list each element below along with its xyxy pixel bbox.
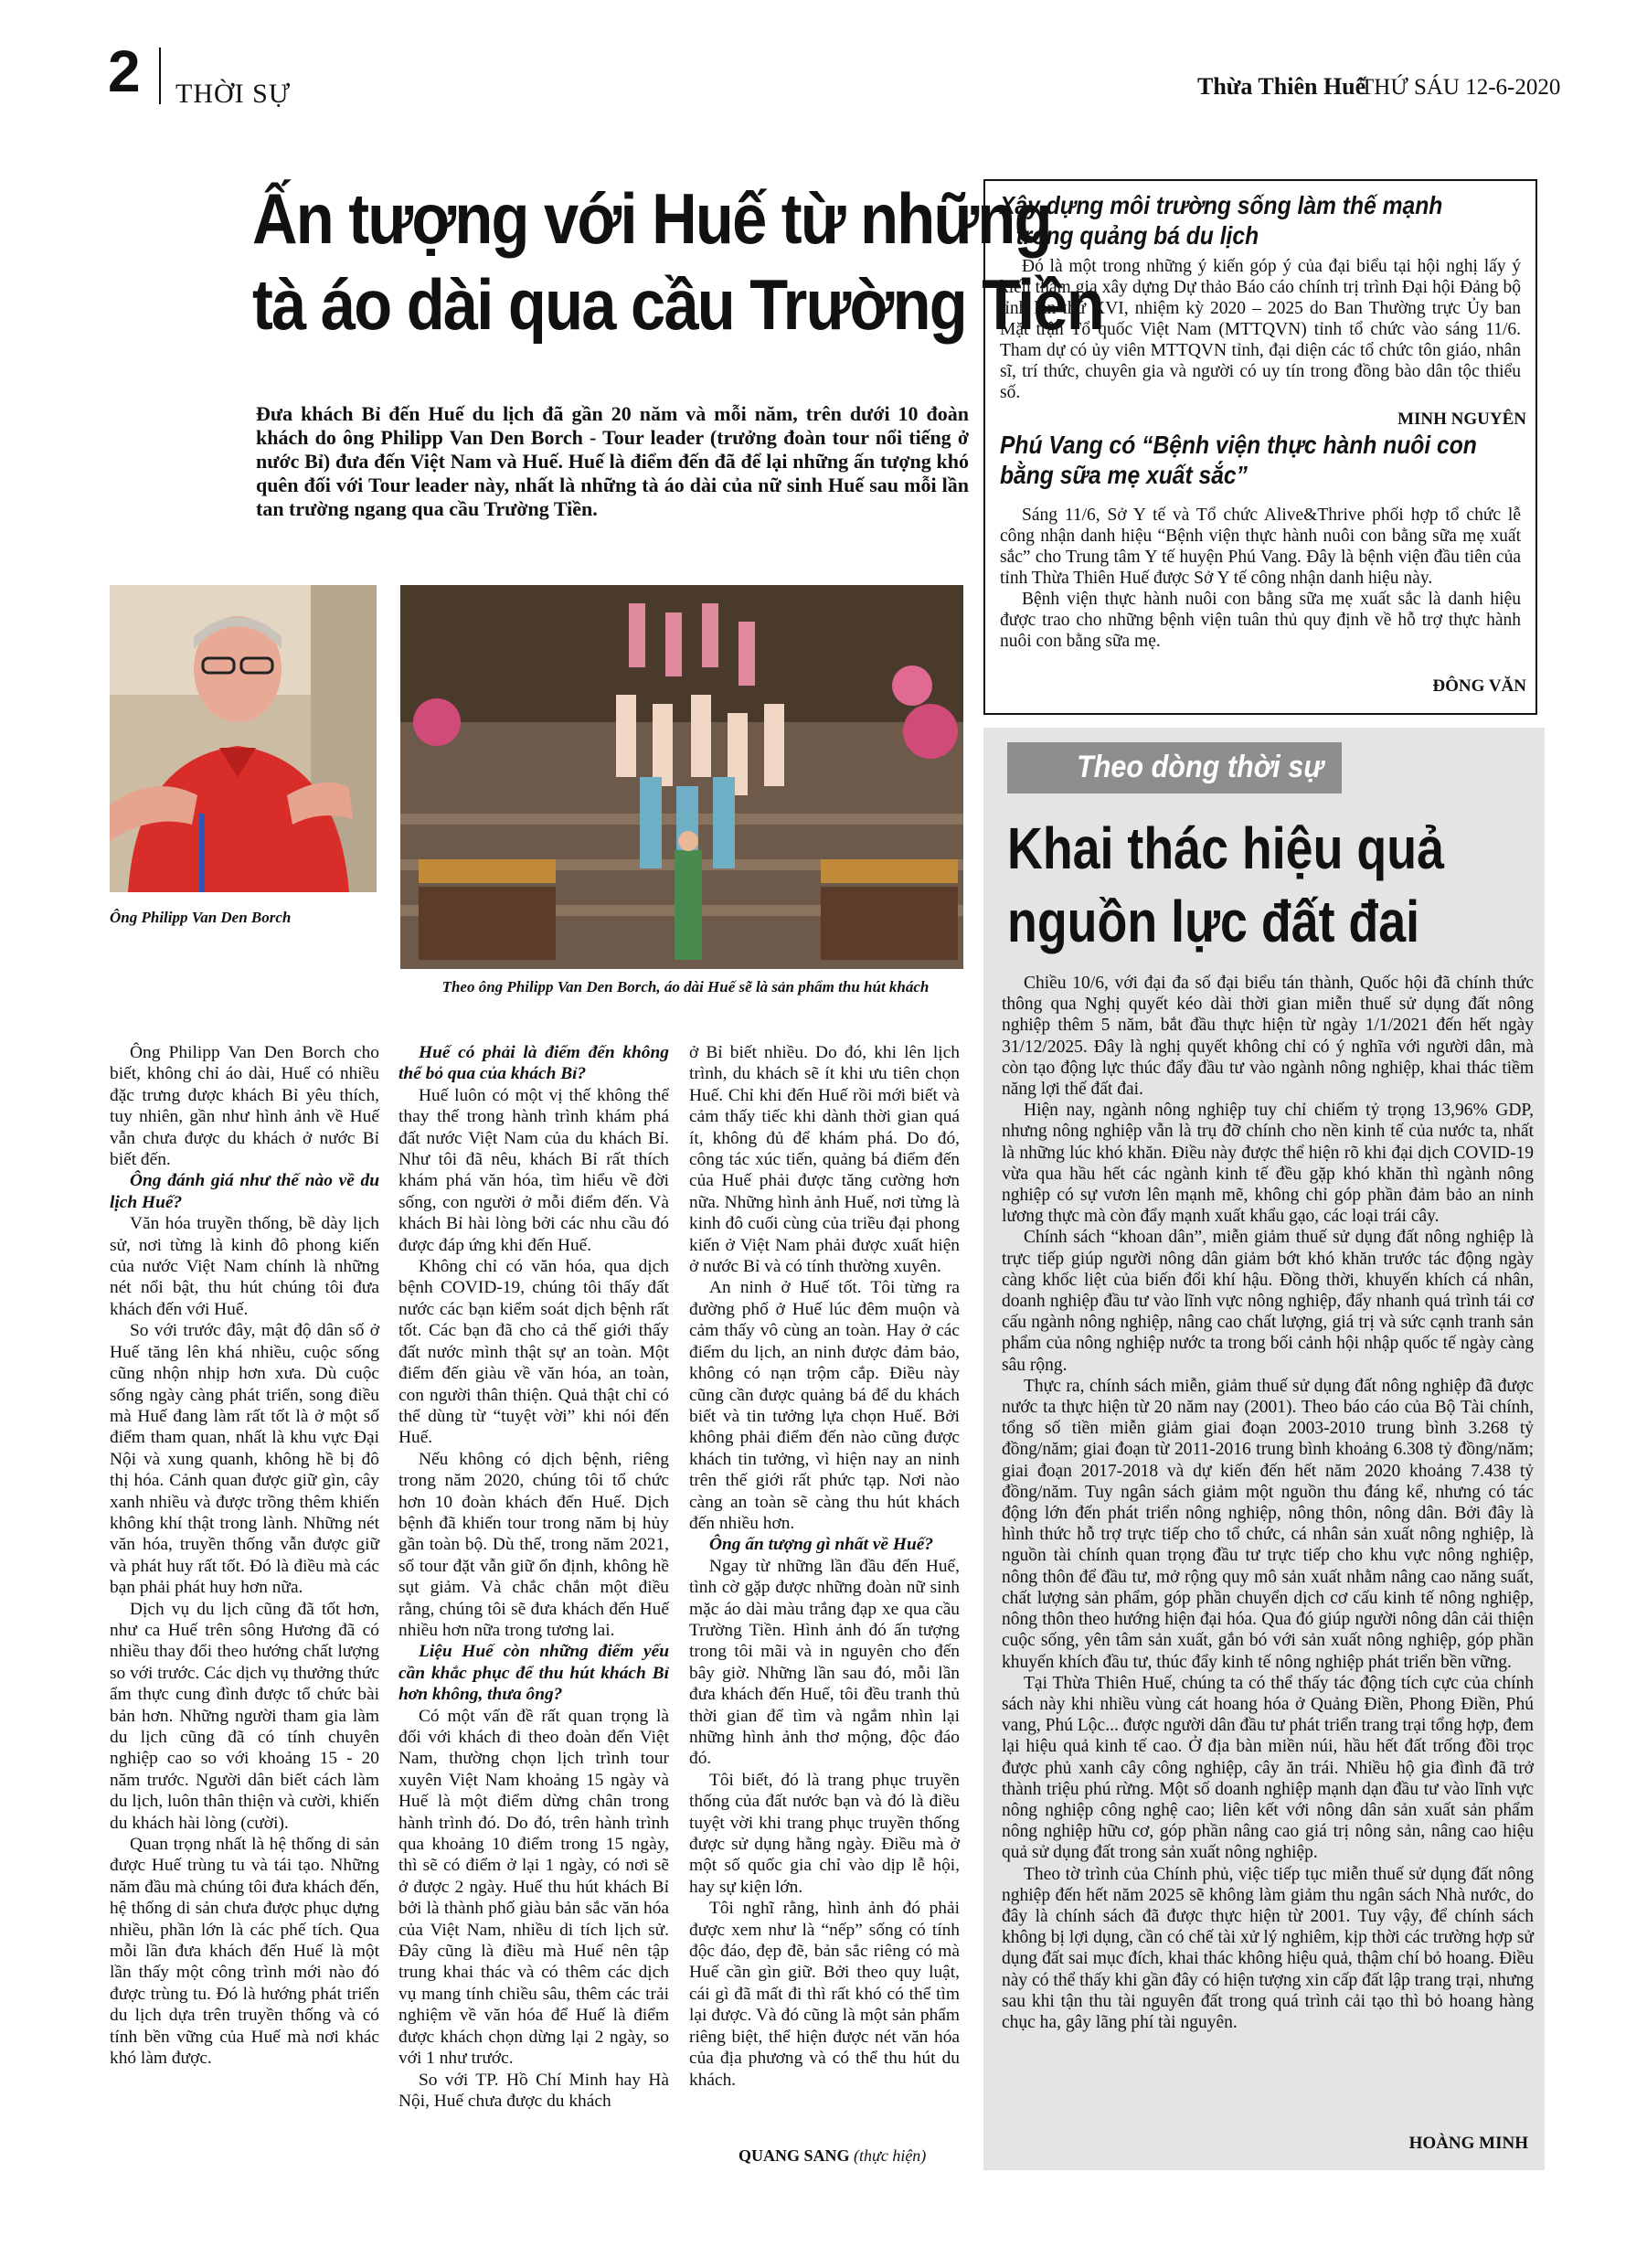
paragraph: So với trước đây, mật độ dân số ở Huế tăng lên khá nhiều, cuộc sống cũng nhộn nhịp hơn xưa. Dù cuộc sống ngày càng phát triển, song điều mà Huế đang làm rất tốt là ở một số điểm tham quan, nhất là khu vực Đại Nội và xung quanh, không hề bị đô thị hóa. Cảnh quan được giữ gìn, cây xanh nhiều và được trồng thêm khiến không khí thật trong lành. Những nét văn hóa, truyền thống vẫn được giữ và phát huy rất tốt. Đó là điều mà các bạn phải phát huy hơn nữa.: [110, 1321, 379, 1598]
interview-question: Ông ấn tượng gì nhất về Huế?: [709, 1535, 934, 1555]
article-column-1: [110, 1042, 379, 2070]
paragraph: ở Bỉ biết nhiều. Do đó, khi lên lịch trình, du khách sẽ ít khi ưu tiên chọn Huế. Chỉ khi đến Huế rồi mới biết và cảm thấy tiếc khi dành thời gian quá ít, không đủ để khám phá. Do đó, công tác xúc tiến, quảng bá điểm đến của Huế phải được tăng cường hơn nữa. Những hình ảnh Huế, nơi từng là kinh đô cuối cùng của triều đại phong kiến ở Việt Nam phải được xuất hiện ở nước Bỉ và có tính thường xuyên.: [689, 1043, 960, 1277]
paragraph: Thực ra, chính sách miễn, giảm thuế sử dụng đất nông nghiệp đã được nước ta thực hiện từ 20 năm nay (2001). Theo báo cáo của Bộ Tài chính, tổng số tiền miễn giảm giai đoạn 2003-2010 trung bình 3.268 tỷ đồng/năm; giai đoạn từ 2011-2016 trung bình khoảng 6.308 tỷ đồng/năm; giai đoạn 2017-2018 và dự kiến đến hết năm 2020 khoảng 7.438 tỷ đồng/năm. Tuy ngân sách giảm một nguồn thu đáng kể, nhưng có tác động lớn đến phát triển nông nghiệp, nông thôn, nông dân. Bởi đây là hình thức hỗ trợ trực tiếp cho tổ chức, cá nhân sản xuất nông nghiệp, là nguồn tài chính quan trọng đầu tư trực tiếp cho khu vực nông nghiệp, nông thôn để đầu tư, mở rộng quy mô sản xuất nhằm nâng cao năng suất, chất lượng sản phẩm, góp phần chuyển dịch cơ cấu kinh tế nông nghiệp, nông thôn theo hướng hiện đại hóa. Qua đó giúp người nông dân cải thiện cuộc sống, yên tâm sản xuất, gắn bó với sản xuất nông nghiệp, góp phần khuyến khích đầu tư, thúc đẩy kinh tế nông nghiệp phát triển bền vững.: [1002, 1376, 1534, 1672]
feature-headline: [1007, 812, 1452, 958]
paragraph: Có một vấn đề rất quan trọng là đối với khách đi theo đoàn đến Việt Nam, thường chọn lịch trình tour xuyên Việt Nam khoảng 15 ngày và Huế là một điểm dừng chân trong hành trình đó. Do đó, trên hành trình qua khoảng 10 điểm trong 15 ngày, thì sẽ có điểm ở lại 1 ngày, có nơi sẽ ở được 2 ngày. Huế thu hút khách Bỉ bởi là thành phố giàu bản sắc văn hóa của Việt Nam, nhiều di tích lịch sử. Đây cũng là điều mà Huế nên tập trung khai thác và có thêm các dịch vụ mang tính chiều sâu, thêm các trải nghiệm về văn hóa để Huế là điểm được khách chọn dừng lại 2 ngày, so với 1 như trước.: [398, 1706, 669, 2069]
feature-kicker-label: Theo dòng thời sự: [1077, 750, 1324, 784]
main-headline-line-1: Ấn tượng với Huế từ những: [252, 178, 1051, 259]
paragraph: Không chỉ có văn hóa, qua dịch bệnh COVID-19, chúng tôi thấy đất nước các bạn kiểm soát dịch bệnh rất tốt. Các bạn đã cho cả thế giới thấy đất nước mình thật sự an toàn. Một điểm đến giàu về văn hóa, an toàn, con người thân thiện. Quả thật chỉ có thể dùng từ “tuyệt vời” khi nói đến Huế.: [398, 1257, 669, 1448]
paragraph: Nếu không có dịch bệnh, riêng trong năm 2020, chúng tôi tổ chức hơn 10 đoàn khách đến Huế. Dịch bệnh đã khiến tour trong năm bị hủy gần toàn bộ. Dù thế, trong năm 2021, số tour đặt vẫn giữ ổn định, không hề sụt giảm. Và chắc chắn một điều rằng, chúng tôi sẽ đưa khách đến Huế nhiều hơn nữa trong tương lai.: [398, 1449, 669, 1640]
main-lead: Đưa khách Bỉ đến Huế du lịch đã gần 20 năm và mỗi năm, trên dưới 10 đoàn khách do ông Philipp Van Den Borch - Tour leader (trưởng đoàn tour nổi tiếng ở nước Bỉ) đưa đến Việt Nam và Huế. Huế là điểm đến đã để lại những ấn tượng khó quên đối với Tour leader này, nhất là những tà áo dài của nữ sinh Huế sau mỗi lần tan trường ngang qua cầu Trường Tiền.: [256, 402, 969, 520]
paragraph: Ông Philipp Van Den Borch cho biết, không chỉ áo dài, Huế có nhiều đặc trưng được khách Bỉ yêu thích, tuy nhiên, gần như hình ảnh về Huế vẫn chưa được du khách ở nước Bỉ biết đến.: [110, 1043, 379, 1170]
article-column-3: [689, 1042, 960, 2091]
newspaper-name: Thừa Thiên Huế: [1197, 73, 1366, 100]
show-caption: Theo ông Philipp Van Den Borch, áo dài Huế sẽ là sản phẩm thu hút khách: [441, 978, 930, 996]
feature-body: [1002, 973, 1534, 2033]
paragraph: Quan trọng nhất là hệ thống di sản được Huế trùng tu và tái tạo. Những năm đầu mà chúng tôi đưa khách đến, hệ thống di sản chưa được phục dựng nhiều, phần lớn là các phế tích. Qua mỗi lần đưa khách đến Huế là một lần thấy một công trình mới nào đó được trùng tu. Đó là hướng phát triển du lịch dựa trên truyền thống và có tính bền vững của Huế mà nơi khác khó làm được.: [110, 1835, 379, 2069]
main-byline: [738, 2146, 926, 2166]
brief-1-title-line-1: Xây dựng môi trường sống làm thế mạnh: [1000, 191, 1443, 219]
ao-dai-illustration: [400, 585, 963, 969]
portrait-caption: Ông Philipp Van Den Borch: [110, 909, 292, 926]
brief-2-author: ĐÔNG VĂN: [1432, 676, 1526, 696]
article-column-2: [398, 1042, 669, 2112]
paragraph: Theo tờ trình của Chính phủ, việc tiếp tục miễn thuế sử dụng đất nông nghiệp đến hết năm 2025 sẽ không làm giảm thu ngân sách Nhà nước, do đây là chính sách đã được thực hiện từ 2001. Tuy vậy, để chính sách không bị lợi dụng, cần có chế tài xử lý nghiêm, kịp thời các trường hợp sử dụng đất sai mục đích, khai thác không hiệu quả, thậm chí bỏ hoang. Điều này có thể thấy khi gần đây có hiện tượng xin cấp đất lập trang trại, nhưng sau khi tận thu tài nguyên đất trong quá trình cải tạo thì bỏ hoang hàng chục ha, gây lãng phí tài nguyên.: [1002, 1864, 1534, 2032]
header-divider: [159, 48, 161, 104]
issue-date: THỨ SÁU 12-6-2020: [1360, 75, 1561, 100]
feature-headline-line-1: Khai thác hiệu quả: [1007, 815, 1444, 881]
paragraph: Văn hóa truyền thống, bề dày lịch sử, nơi từng là kinh đô phong kiến của nước Việt Nam chính là những nét nổi bật, thu hút chúng tôi đưa khách đến với Huế.: [110, 1214, 379, 1319]
main-headline-line-2: tà áo dài qua cầu Trường Tiền: [252, 264, 1104, 345]
interview-question: Huế có phải là điểm đến không thể bỏ qua của khách Bỉ?: [398, 1043, 669, 1084]
paragraph: Chính sách “khoan dân”, miễn giảm thuế sử dụng đất nông nghiệp là trực tiếp giúp người nông dân giảm bớt khó khăn trước tác động ngày càng khốc liệt của biến đổi khí hậu. Đồng thời, khuyến khích cá nhân, doanh nghiệp đầu tư vào lĩnh vực nông nghiệp, đẩy nhanh quá trình tái cơ cấu ngành nông nghiệp, nâng cao chất lượng, giá trị và sức cạnh tranh sản phẩm của nông nghiệp nước ta trong bối cảnh hội nhập quốc tế ngày càng sâu rộng.: [1002, 1228, 1534, 1375]
paragraph: Tôi nghĩ rằng, hình ảnh đó phải được xem như là “nếp” sống có tính độc đáo, đẹp đẽ, bản sắc riêng có mà Huế cần gìn giữ. Bởi theo quy luật, cái gì đã mất đi thì rất khó có thể tìm lại được. Và đó cũng là một sản phẩm riêng biệt, thể hiện được nét văn hóa của địa phương và có thể thu hút du khách.: [689, 1899, 960, 2090]
brief-2-title: [1000, 430, 1477, 490]
paragraph: Hiện nay, ngành nông nghiệp tuy chỉ chiếm tỷ trọng 13,96% GDP, nhưng nông nghiệp vẫn là trụ đỡ chính cho nền kinh tế của nước ta, nhất là những lúc khó khăn. Điều này được thể hiện rõ khi đại dịch COVID-19 vừa qua hầu hết các ngành kinh tế đều gặp khó khăn thì ngành nông nghiệp có sự vươn lên mạnh mẽ, không chỉ góp phần đảm bảo an ninh lương thực mà còn đẩy mạnh xuất khẩu gạo, các loại trái cây.: [1002, 1101, 1534, 1227]
paragraph: Tôi biết, đó là trang phục truyền thống của đất nước bạn và đó là điều tuyệt vời khi trang phục truyền thống được sử dụng hằng ngày. Điều mà ở một số quốc gia chỉ vào dịp lễ hội, hay sự kiện lớn.: [689, 1770, 960, 1897]
main-headline: [252, 176, 1104, 347]
byline-name: QUANG SANG: [738, 2146, 850, 2165]
brief-2-title-line-2: bằng sữa mẹ xuất sắc”: [1000, 461, 1248, 489]
feature-kicker: [1007, 742, 1342, 793]
paragraph: Huế luôn có một vị thế không thể thay thế trong hành trình khám phá đất nước Việt Nam của du khách Bỉ. Như tôi đã nêu, khách Bỉ rất thích khám phá văn hóa, tìm hiểu về đời sống, con người ở mỗi điểm đến. Và khách Bỉ hài lòng bởi các nhu cầu đó được đáp ứng khi đến Huế.: [398, 1085, 669, 1255]
paragraph: Sáng 11/6, Sở Y tế và Tổ chức Alive&Thrive phối hợp tổ chức lễ công nhận danh hiệu “Bệnh viện thực hành nuôi con bằng sữa mẹ xuất sắc” cho Trung tâm Y tế huyện Phú Vang. Đây là bệnh viện đầu tiên của tỉnh Thừa Thiên Huế được Sở Y tế công nhận danh hiệu này.: [1000, 506, 1521, 588]
brief-1-title-line-2: trong quảng bá du lịch: [1015, 221, 1259, 250]
brief-1-author: MINH NGUYÊN: [1397, 410, 1526, 429]
portrait-photo: [110, 585, 377, 892]
paragraph: Dịch vụ du lịch cũng đã tốt hơn, như ca Huế trên sông Hương đã có nhiều thay đổi theo hướng chất lượng so với trước. Các dịch vụ thưởng thức ẩm thực cung đình được tổ chức bài bản hơn. Những người tham gia làm du lịch cũng đã có tính chuyên nghiệp cao so với khoảng 15 - 20 năm trước. Người dân biết cách làm du lịch, luôn thân thiện và cười, khiến du khách hài lòng (cười).: [110, 1599, 379, 1833]
ao-dai-show-photo: [400, 585, 963, 969]
brief-2-title-line-1: Phú Vang có “Bệnh viện thực hành nuôi con: [1000, 431, 1477, 459]
interview-question: Liệu Huế còn những điểm yếu cần khắc phục để thu hút khách Bỉ hơn không, thưa ông?: [398, 1642, 669, 1705]
section-name: THỜI SỰ: [175, 79, 292, 109]
paragraph: Tại Thừa Thiên Huế, chúng ta có thể thấy tác động tích cực của chính sách này khi nhiều vùng cát hoang hóa ở Quảng Điền, Phong Điền, Phú vang, Phú Lộc... được người dân đầu tư phát triển trang trại tổng hợp, đem lại hiệu quả kinh tế cao. Ở địa bàn miền núi, hầu hết đất trống đồi trọc được phủ xanh cây công nghiệp, cây ăn trái. Nhiều hộ gia đình đã trở thành triệu phú rừng. Một số doanh nghiệp mạnh dạn đầu tư vào lĩnh vực nông nghiệp công nghệ cao; liên kết với nông dân sản xuất sản phẩm nông nghiệp hữu cơ, góp phần nâng cao giá trị nông sản, nâng cao hiệu quả sử dụng đất trong sản xuất nông nghiệp.: [1002, 1673, 1534, 1863]
feature-author: HOÀNG MINH: [1408, 2134, 1528, 2153]
interview-question: Ông đánh giá như thế nào về du lịch Huế?: [110, 1171, 379, 1212]
brief-2-body: [1000, 505, 1521, 652]
portrait-illustration: [110, 585, 377, 892]
brief-1-body: [1000, 256, 1521, 403]
page-number: 2: [108, 38, 141, 104]
paragraph: Ngay từ những lần đầu đến Huế, tình cờ gặp được những đoàn nữ sinh mặc áo dài màu trắng đạp xe qua cầu Trường Tiền. Hình ảnh đó ấn tượng trong tôi mãi và in nguyên cho đến bây giờ. Những lần sau đó, mỗi lần đưa khách đến Huế, tôi đều tranh thủ thời gian để tìm và ngắm nhìn lại những hình ảnh thơ mộng, độc đáo đó.: [689, 1556, 960, 1769]
paragraph: So với TP. Hồ Chí Minh hay Hà Nội, Huế chưa được du khách: [398, 2070, 669, 2111]
paragraph: Bệnh viện thực hành nuôi con bằng sữa mẹ xuất sắc là danh hiệu được trao cho những bệnh viện tuân thủ quy định về hỗ trợ thực hành nuôi con bằng sữa mẹ.: [1000, 590, 1521, 651]
paragraph: Chiều 10/6, với đại đa số đại biểu tán thành, Quốc hội đã chính thức thông qua Nghị quyết kéo dài thời gian miễn thuế sử dụng đất nông nghiệp thêm 5 năm, bắt đầu thực hiện từ ngày 1/1/2021 đến hết ngày 31/12/2025. Đây là nghị quyết không chỉ có ý nghĩa với người dân, mà còn tạo động lực thúc đẩy đầu tư vào ngành nông nghiệp, khai thác tiềm năng lợi thế đất đai.: [1002, 974, 1534, 1100]
feature-headline-line-2: nguồn lực đất đai: [1007, 889, 1420, 954]
paragraph: An ninh ở Huế tốt. Tôi từng ra đường phố ở Huế lúc đêm muộn và cảm thấy vô cùng an toàn. Hay ở các điểm du lịch, an ninh được đảm bảo, không có nạn trộm cắp. Điều này cũng cần được quảng bá để du khách biết và tin tưởng lựa chọn Huế. Bởi không phải điểm đến nào cũng được khách tin tưởng, vì hiện nay an ninh trên thế giới rất phức tạp. Nơi nào càng an toàn sẽ càng thu hút khách đến nhiều hơn.: [689, 1278, 960, 1533]
brief-1-title: [1000, 190, 1442, 250]
byline-role: (thực hiện): [854, 2146, 927, 2165]
paragraph: Đó là một trong những ý kiến góp ý của đại biểu tại hội nghị lấy ý kiến tham gia xây dựng Dự thảo Báo cáo chính trị trình Đại hội Đảng bộ tỉnh lần thứ XVI, nhiệm kỳ 2020 – 2025 do Ban Thường trực Ủy ban Mặt trận Tổ quốc Việt Nam (MTTQVN) tỉnh tổ chức vào sáng 11/6. Tham dự có ủy viên MTTQVN tỉnh, đại diện các tổ chức tôn giáo, nhân sĩ, trí thức, chuyên gia và người có uy tín trong đồng bào dân tộc thiểu số.: [1000, 257, 1521, 402]
